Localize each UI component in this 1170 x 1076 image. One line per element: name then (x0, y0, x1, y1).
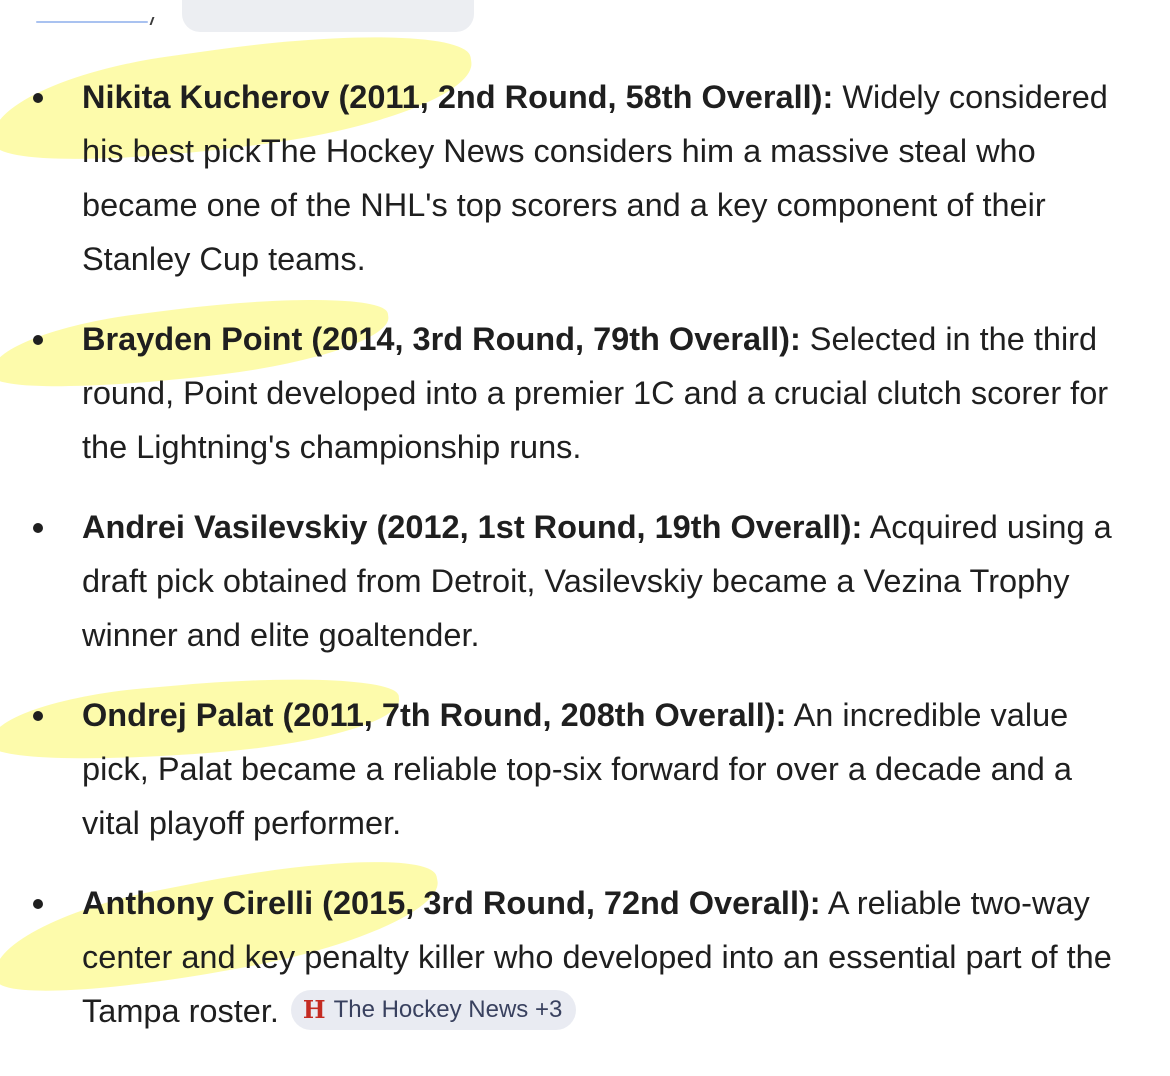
bullet-icon (33, 523, 43, 533)
source-chip-label: The Hockey News +3 (333, 996, 563, 1023)
list-item (0, 70, 1170, 286)
hockey-news-logo-icon: H (302, 995, 326, 1024)
list-item (0, 876, 1170, 1038)
bullet-icon (33, 711, 43, 721)
item-body: Acquired using a draft pick obtained from Detroit, Vasilevskiy became a Vezina Trophy winner and elite goaltender. (82, 509, 1112, 653)
item-title: Ondrej Palat (2011, 7th Round, 208th Overall): (82, 697, 787, 733)
item-title: Nikita Kucherov (2011, 2nd Round, 58th Overall): (82, 79, 834, 115)
bullet-icon (33, 93, 43, 103)
draft-picks-list (0, 70, 1170, 1064)
bullet-icon (33, 335, 43, 345)
item-title: Anthony Cirelli (2015, 3rd Round, 72nd Overall): (82, 885, 821, 921)
item-body: Selected in the third round, Point developed into a premier 1C and a crucial clutch scorer for the Lightning's championship runs. (82, 321, 1109, 465)
item-body: Widely considered his best pickThe Hockey News considers him a massive steal who became one of the NHL's top scorers and a key component of their Stanley Cup teams. (82, 79, 1108, 277)
bullet-icon (33, 899, 43, 909)
source-chip-button[interactable] (291, 990, 576, 1030)
list-item (0, 500, 1170, 662)
item-body: An incredible value pick, Palat became a reliable top-six forward for over a decade and a vital playoff performer. (82, 697, 1072, 841)
partial-chip-edge (182, 0, 474, 32)
list-item (0, 312, 1170, 474)
item-title: Andrei Vasilevskiy (2012, 1st Round, 19th Overall): (82, 509, 863, 545)
list-item (0, 688, 1170, 850)
partial-text-fragment (150, 17, 155, 25)
item-title: Brayden Point (2014, 3rd Round, 79th Overall): (82, 321, 801, 357)
partial-link-underline (36, 21, 148, 23)
item-body: A reliable two-way center and key penalty killer who developed into an essential part of the Tampa roster. (82, 885, 1112, 1029)
